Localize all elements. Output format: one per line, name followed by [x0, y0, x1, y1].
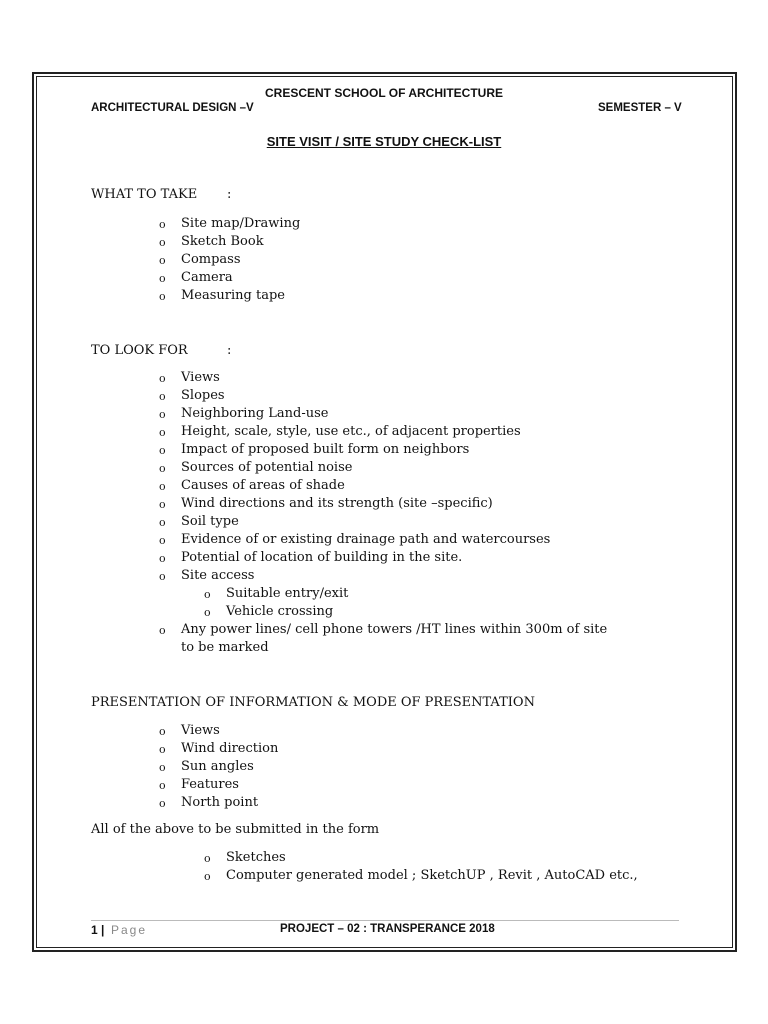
list-item-text: Views [181, 370, 220, 385]
list-item-text: Site access [181, 568, 255, 583]
list-item-continuation: to be marked [181, 640, 269, 655]
bullet-marker: o [159, 552, 166, 565]
list-item-text: Height, scale, style, use etc., of adjacent properties [181, 424, 521, 439]
list-item-text: Measuring tape [181, 288, 285, 303]
bullet-marker: o [159, 444, 166, 457]
bullet-marker: o [159, 570, 166, 583]
submission-note: All of the above to be submitted in the form [91, 822, 380, 837]
list-item-text: Potential of location of building in the site. [181, 550, 463, 565]
bullet-marker: o [159, 408, 166, 421]
bullet-marker: o [159, 534, 166, 547]
bullet-marker: o [159, 498, 166, 511]
bullet-marker: o [204, 606, 211, 619]
list-item-text: Wind directions and its strength (site –specific) [181, 496, 493, 511]
page-number: 1 | [91, 923, 105, 937]
list-item-text: Slopes [181, 388, 225, 403]
bullet-marker: o [159, 254, 166, 267]
bullet-marker: o [159, 725, 166, 738]
bullet-marker: o [204, 870, 211, 883]
bullet-marker: o [159, 390, 166, 403]
list-item-text: Sources of potential noise [181, 460, 353, 475]
page-word: Page [111, 923, 148, 937]
list-item-text: Neighboring Land-use [181, 406, 329, 421]
list-item-text: Site map/Drawing [181, 216, 301, 231]
bullet-marker: o [159, 761, 166, 774]
bullet-marker: o [159, 779, 166, 792]
bullet-marker: o [159, 743, 166, 756]
bullet-marker: o [159, 797, 166, 810]
bullet-marker: o [159, 480, 166, 493]
footer-divider [91, 920, 679, 921]
what-to-take-heading [91, 187, 232, 202]
bullet-marker: o [159, 236, 166, 249]
semester-label: SEMESTER – V [598, 102, 682, 114]
list-item-text: Camera [181, 270, 233, 285]
bullet-marker: o [159, 462, 166, 475]
list-item-text: Impact of proposed built form on neighbors [181, 442, 470, 457]
list-item-text: Sketches [226, 850, 286, 865]
to-look-for-heading [91, 343, 232, 358]
list-item-text: North point [181, 795, 259, 810]
bullet-marker: o [159, 290, 166, 303]
presentation-heading: PRESENTATION OF INFORMATION & MODE OF PRESENTATION [91, 695, 535, 710]
list-item-text: Vehicle crossing [226, 604, 334, 619]
what-to-take-heading-text: WHAT TO TAKE [91, 187, 198, 202]
to-look-for-heading-text: TO LOOK FOR [91, 343, 188, 358]
list-item-text: Wind direction [181, 741, 279, 756]
document-title: SITE VISIT / SITE STUDY CHECK-LIST [266, 134, 502, 149]
bullet-marker: o [159, 624, 166, 637]
list-item-text: Causes of areas of shade [181, 478, 345, 493]
bullet-marker: o [159, 218, 166, 231]
list-item-text: Sun angles [181, 759, 254, 774]
course-name: ARCHITECTURAL DESIGN –V [91, 102, 254, 114]
bullet-marker: o [204, 588, 211, 601]
list-item-text: Suitable entry/exit [226, 586, 349, 601]
bullet-marker: o [159, 426, 166, 439]
list-item-text: Computer generated model ; SketchUP , Revit , AutoCAD etc., [226, 868, 638, 883]
footer-project-title: PROJECT – 02 : TRANSPERANCE 2018 [280, 923, 495, 935]
bullet-marker: o [159, 516, 166, 529]
what-to-take-colon: : [227, 187, 232, 202]
list-item-text: Any power lines/ cell phone towers /HT lines within 300m of site [181, 622, 608, 637]
list-item-text: Compass [181, 252, 241, 267]
bullet-marker: o [204, 852, 211, 865]
bullet-marker: o [159, 372, 166, 385]
list-item-text: Evidence of or existing drainage path and watercourses [181, 532, 551, 547]
bullet-marker: o [159, 272, 166, 285]
list-item-text: Sketch Book [181, 234, 264, 249]
school-name: CRESCENT SCHOOL OF ARCHITECTURE [264, 86, 503, 100]
to-look-for-colon: : [227, 343, 232, 358]
list-item-text: Views [181, 723, 220, 738]
list-item-text: Features [181, 777, 239, 792]
list-item-text: Soil type [181, 514, 239, 529]
